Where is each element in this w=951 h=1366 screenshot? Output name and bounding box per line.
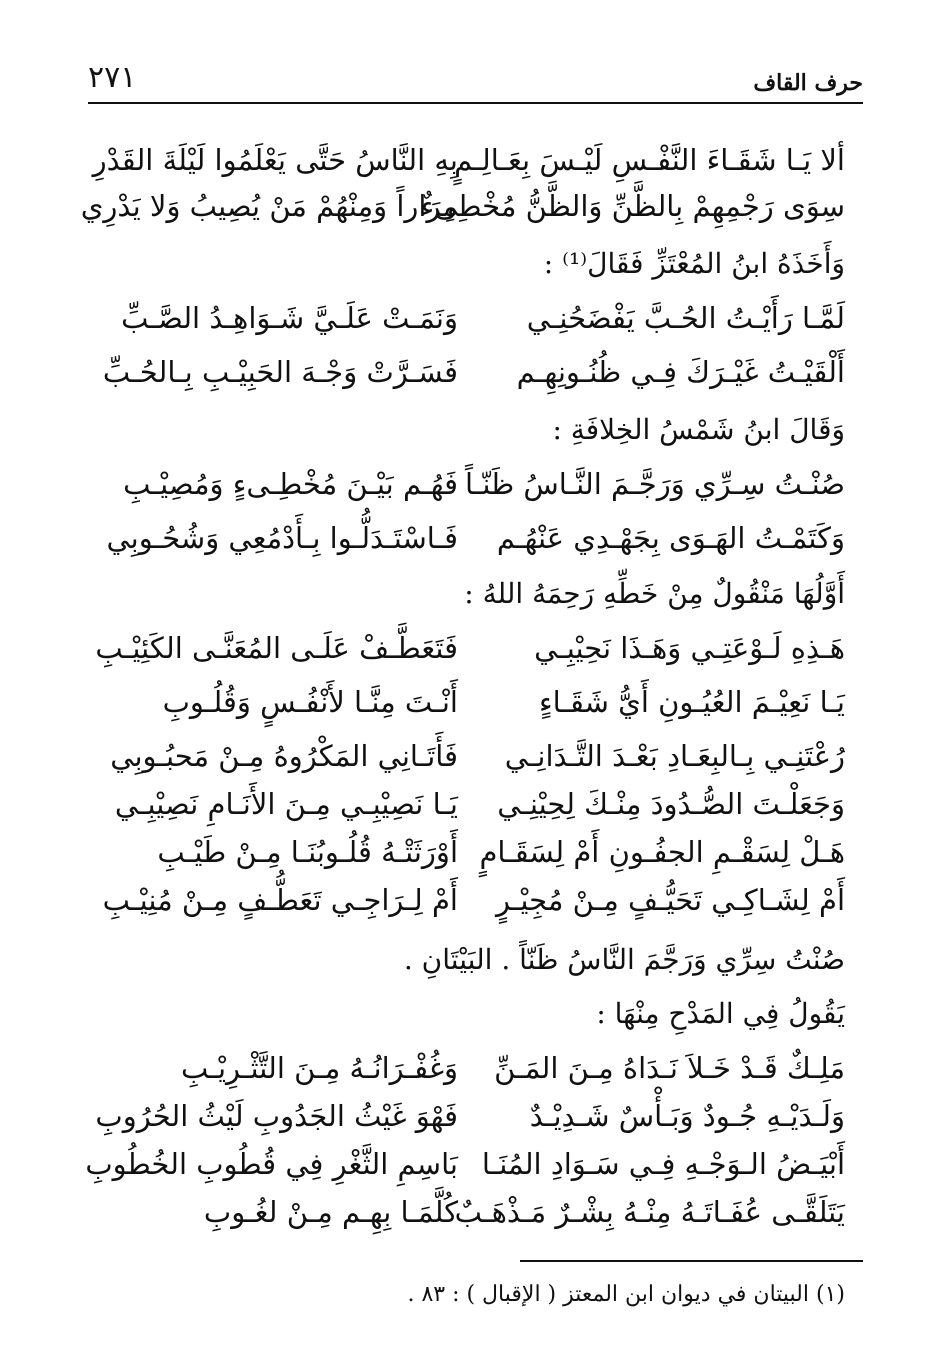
verse-first-hemistich: أَلْقَيْـتُ غَيْـرَكَ فِـي ظُنُـونِهِـم bbox=[516, 355, 845, 389]
chapter-title: حرف القاف bbox=[753, 70, 863, 96]
verse-first-hemistich: مَلِـكٌ قَـدْ خَـلاَ نَـدَاهُ مِـنَ المَـنِّ bbox=[494, 1051, 845, 1085]
verse-first-hemistich: أَمْ لِشَـاكِـي تَحَيُّـفٍ مِـنْ مُجِيْـرٍ bbox=[495, 883, 845, 917]
verse-second-hemistich: فَسَـرَّتْ وَجْـهَ الحَبِيْـبِ بِـالحُـبِّ bbox=[102, 355, 458, 389]
verse-first-hemistich: يَـا نَعِيْـمَ العُيُـونِ أَيُّ شَقَـاءٍ bbox=[539, 685, 845, 719]
verse-first-hemistich: أَبْيَـضُ الـوَجْـهِ فِـي سَـوَادِ المُنَـا bbox=[481, 1147, 845, 1181]
footnote: (١) البيتان في ديوان ابن المعتز ( الإقبال ) : ٨٣ . bbox=[407, 1282, 845, 1307]
verse-second-hemistich: أَنْـتَ مِنَّـا لأَنْفُـسٍ وَقُلُـوبِ bbox=[162, 685, 458, 719]
verse-first-hemistich: يَتَلَقَّـى عُفَـاتَـهُ مِنْـهُ بِشْـرٌ مَـذْهَـبٌ bbox=[454, 1195, 845, 1229]
header-divider bbox=[88, 102, 863, 104]
verse-first-hemistich: وَلَـدَيْـهِ جُـودٌ وَبَـأْسٌ شَـدِيْـدٌ bbox=[529, 1099, 845, 1133]
verse-second-hemistich: يَـا نَصِيْبِـي مِـنَ الأَنَـامِ نَصِيْبِـي bbox=[114, 787, 458, 821]
verse-first-hemistich: لَمَّـا رَأَيْـتُ الحُـبَّ يَفْضَحُنِـي bbox=[526, 301, 845, 335]
prose-line: صُنْتُ سِرِّي وَرَجَّمَ النَّاسُ ظَنّاً . البَيْتَانِ . bbox=[403, 943, 845, 976]
verse-second-hemistich: فَـاسْتَـدَلُّـوا بِـأَدْمُعِي وَشُحُـوبِي bbox=[106, 521, 458, 555]
verse-second-hemistich: أَمْ لِـرَاجِـي تَعَطُّـفٍ مِـنْ مُنِيْـبِ bbox=[102, 883, 458, 917]
prose-line: وَقَالَ ابنُ شَمْسُ الخِلافَةِ : bbox=[552, 413, 845, 446]
prose-line: يَقُولُ فِي المَدْحِ مِنْهَا : bbox=[596, 997, 845, 1030]
verse-second-hemistich: كُلَّمَـا بِهِـم مِـنْ لغُـوبِ bbox=[203, 1195, 458, 1229]
verse-first-hemistich: رُعْتَنِـي بِـالبِعَـادِ بَعْـدَ التَّـدَانِـي bbox=[504, 739, 845, 773]
verse-second-hemistich: وَغُفْـرَانُـهُ مِـنَ التَّثْـرِيْـبِ bbox=[181, 1051, 458, 1085]
verse-second-hemistich: وَنَمَـتْ عَلَـيَّ شَـوَاهِـدُ الصَّـبِّ bbox=[121, 301, 458, 335]
verse-second-hemistich: فَتَعَطَّـفْ عَلَـى المُعَنَّـى الكَئِيْـبِ bbox=[95, 631, 458, 665]
footnote-divider bbox=[520, 1260, 863, 1262]
verse-second-hemistich: بَاسِمِ الثَّغْرِ فِي قُطُوبِ الخُطُوبِ bbox=[85, 1147, 458, 1181]
verse-second-hemistich: مِرَاراً وَمِنْهُمْ مَنْ يُصِيبُ وَلا يَدْرِي bbox=[80, 189, 458, 223]
verse-second-hemistich: فَهْوَ غَيْثُ الجَدُوبِ لَيْثُ الحُرُوبِ bbox=[95, 1099, 458, 1133]
verse-first-hemistich: صُنْـتُ سِـرِّي وَرَجَّـمَ النَّـاسُ ظَنّـاً bbox=[465, 467, 845, 501]
verse-first-hemistich: هَـلْ لِسَقْـمِ الجفُـونِ أَمْ لِسَقَـامٍ bbox=[479, 835, 845, 869]
verse-first-hemistich: ألا يَـا شَقَـاءَ النَّفْـسِ لَيْـسَ بِعَـالِـمٍ bbox=[454, 143, 845, 177]
verse-first-hemistich: سِوَى رَجْمِهِمْ بِالظَّنِّ وَالظَّنُّ مُخْطِىءٌ bbox=[420, 189, 845, 223]
verse-second-hemistich: فَهُـم بَيْـنَ مُخْطِـىءٍ وَمُصِيْـبِ bbox=[123, 467, 458, 501]
verse-first-hemistich: وَكَتَمْـتُ الهَـوَى بِجَهْـدِي عَنْهُـم bbox=[496, 521, 845, 555]
verse-second-hemistich: أَوْرَثَتْـهُ قُلُـوبُنَـا مِـنْ طَيْـبِ bbox=[157, 835, 458, 869]
verse-second-hemistich: بِهِ النَّاسُ حَتَّى يَعْلَمُوا لَيْلَةَ القَدْرِ bbox=[92, 143, 458, 177]
prose-line: أَوَّلُهَا مَنْقُولٌ مِنْ خَطِّهِ رَحِمَهُ اللهُ : bbox=[464, 577, 845, 610]
page-number: ٢٧١ bbox=[88, 60, 137, 95]
verse-first-hemistich: وَجَعَلْـتَ الصُّـدُودَ مِنْـكَ لِحِيْنِـي bbox=[497, 787, 845, 821]
prose-line: وَأَخَذَهُ ابنُ المُعْتَزِّ فَقَالَ⁽¹⁾ : bbox=[543, 247, 845, 280]
verse-second-hemistich: فَأَتَـانِي المَكْرُوهُ مِـنْ مَحبُـوبِي bbox=[110, 739, 458, 773]
verse-first-hemistich: هَـذِهِ لَـوْعَتِـي وَهَـذَا نَحِيْبِـي bbox=[534, 631, 845, 665]
